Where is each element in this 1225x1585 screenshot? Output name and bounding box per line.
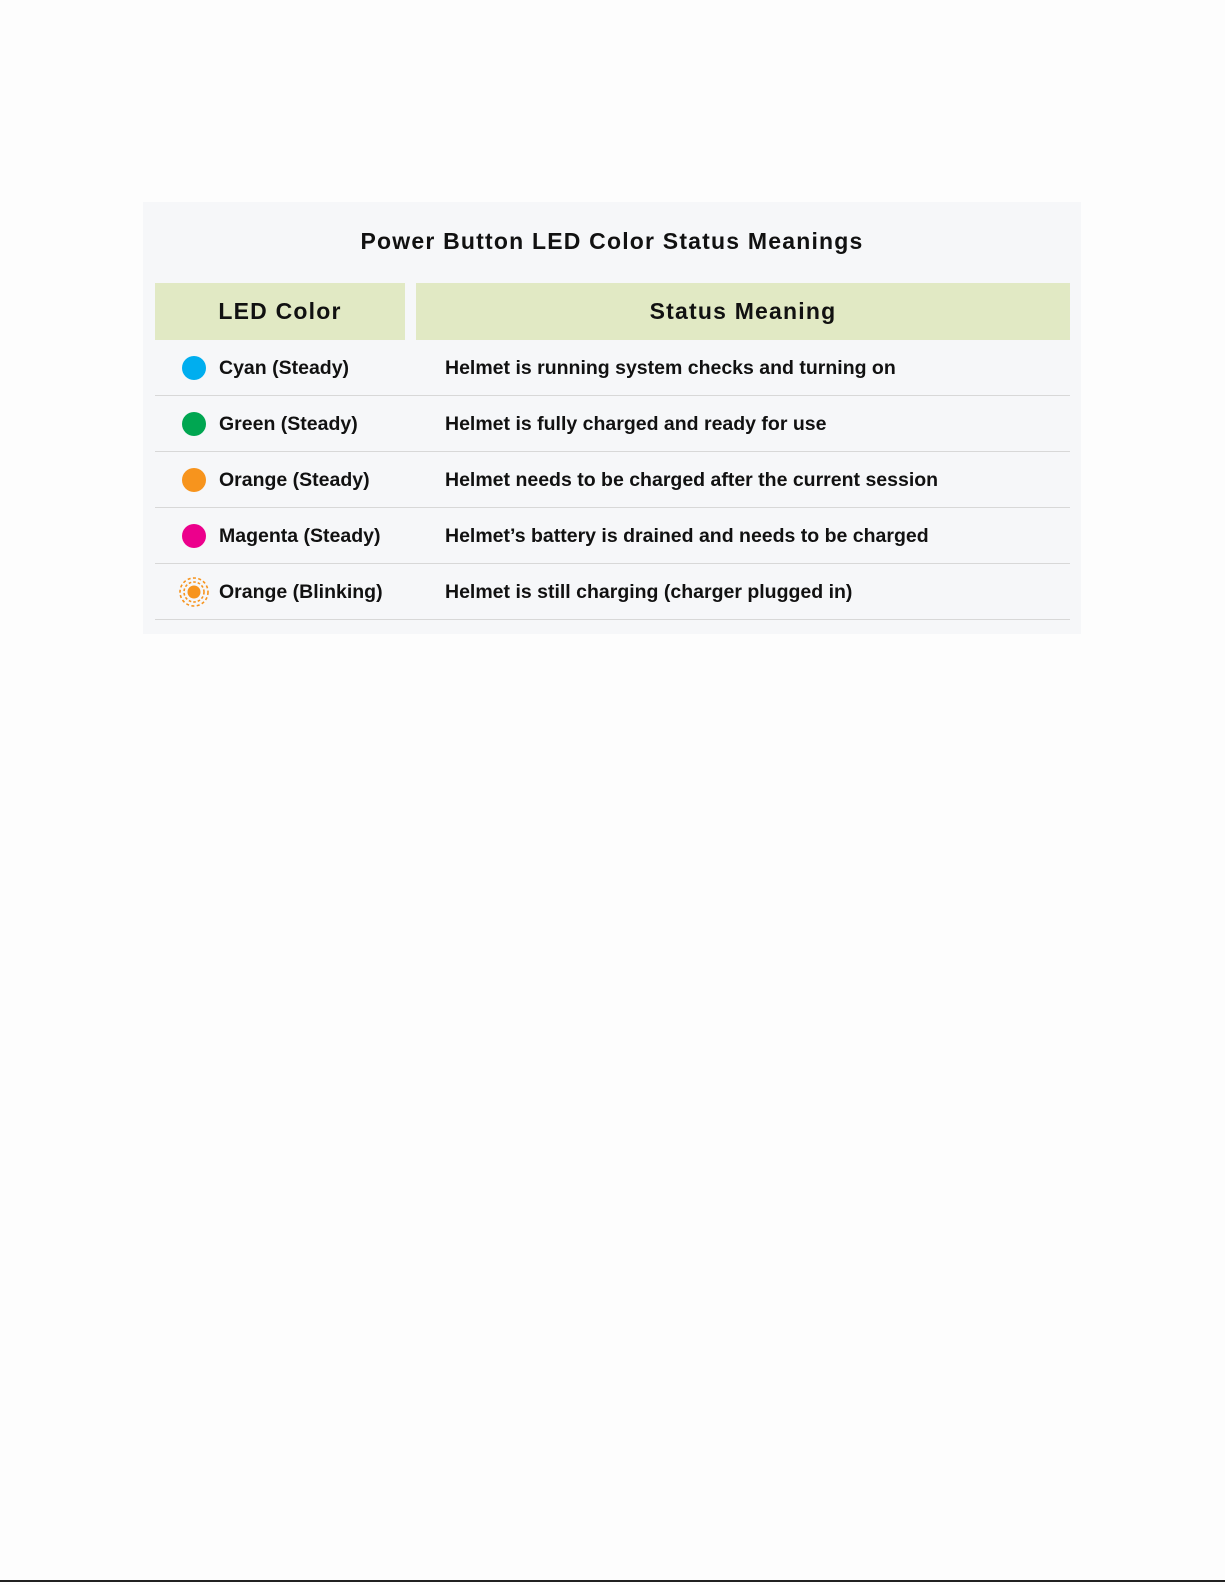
table-row bbox=[155, 564, 1070, 620]
table-row bbox=[155, 508, 1070, 564]
table-row bbox=[155, 452, 1070, 508]
status-meaning-text: Helmet is running system checks and turning on bbox=[445, 357, 896, 379]
header-led-color: LED Color bbox=[155, 283, 405, 340]
table-row bbox=[155, 340, 1070, 396]
green-led-dot-icon bbox=[182, 412, 206, 436]
led-color-label: Green (Steady) bbox=[219, 413, 358, 435]
orange-led-dot-icon bbox=[182, 468, 206, 492]
status-meaning-text: Helmet is still charging (charger plugged in) bbox=[445, 581, 853, 603]
table-body bbox=[155, 340, 1070, 620]
led-color-label: Magenta (Steady) bbox=[219, 525, 381, 547]
led-color-label: Orange (Blinking) bbox=[219, 581, 383, 603]
status-meaning-text: Helmet’s battery is drained and needs to be charged bbox=[445, 525, 929, 547]
led-color-label: Cyan (Steady) bbox=[219, 357, 350, 379]
table-title: Power Button LED Color Status Meanings bbox=[360, 228, 864, 254]
cyan-led-dot-icon bbox=[182, 356, 206, 380]
status-meaning-text: Helmet is fully charged and ready for use bbox=[445, 413, 827, 435]
led-status-table-panel bbox=[143, 202, 1081, 634]
status-meaning-text: Helmet needs to be charged after the current session bbox=[445, 469, 939, 491]
page-bottom-rule bbox=[0, 1580, 1225, 1582]
header-status-meaning: Status Meaning bbox=[416, 283, 1070, 340]
led-color-label: Orange (Steady) bbox=[219, 469, 370, 491]
table-row bbox=[155, 396, 1070, 452]
magenta-led-dot-icon bbox=[182, 524, 206, 548]
orange-blinking-led-icon bbox=[182, 580, 206, 604]
